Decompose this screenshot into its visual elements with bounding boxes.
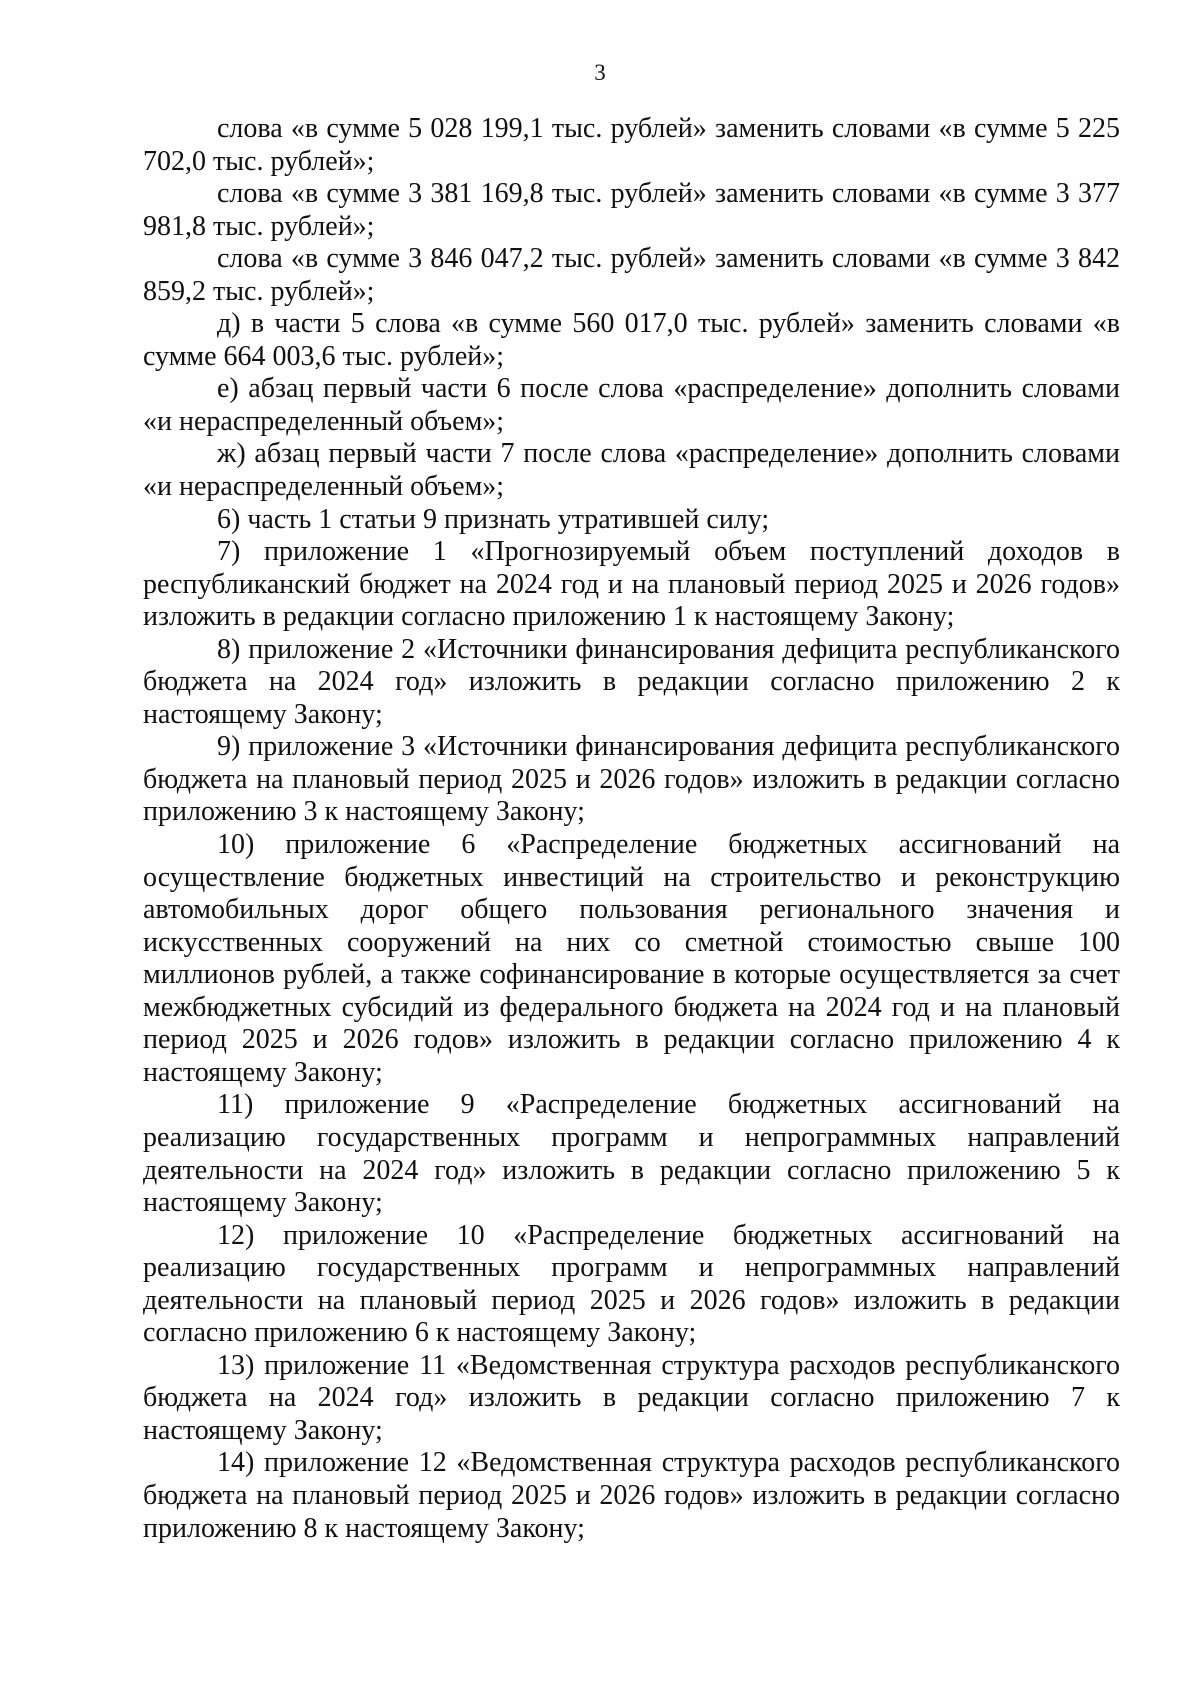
paragraph: 10) приложение 6 «Распределение бюджетных ассигнований на осуществление бюджетных инвестиций на строительство и реконструкцию автомобильных дорог общего пользования регионального значения и искусственных сооружений на них со сметной стоимостью свыше 100 миллионов рублей, а также софинансирование в которые осуществляется за счет межбюджетных субсидий из федерального бюджета на 2024 год и на плановый период 2025 и 2026 годов» изложить в редакции согласно приложению 4 к настоящему Закону; bbox=[143, 829, 1120, 1088]
document-body bbox=[143, 113, 1120, 1545]
paragraph: слова «в сумме 3 846 047,2 тыс. рублей» заменить словами «в сумме 3 842 859,2 тыс. рублей»; bbox=[143, 243, 1120, 307]
paragraph: 13) приложение 11 «Ведомственная структура расходов республиканского бюджета на 2024 год» изложить в редакции согласно приложению 7 к настоящему Закону; bbox=[143, 1349, 1120, 1446]
paragraph: 6) часть 1 статьи 9 признать утратившей силу; bbox=[217, 503, 770, 535]
paragraph: 11) приложение 9 «Распределение бюджетных ассигнований на реализацию государственных программ и непрограммных направлений деятельности на 2024 год» изложить в редакции согласно приложению 5 к настоящему Закону; bbox=[143, 1089, 1120, 1219]
paragraph: слова «в сумме 3 381 169,8 тыс. рублей» заменить словами «в сумме 3 377 981,8 тыс. рублей»; bbox=[143, 178, 1120, 242]
paragraph: слова «в сумме 5 028 199,1 тыс. рублей» заменить словами «в сумме 5 225 702,0 тыс. рублей»; bbox=[143, 113, 1120, 177]
paragraph: 12) приложение 10 «Распределение бюджетных ассигнований на реализацию государственных программ и непрограммных направлений деятельности на плановый период 2025 и 2026 годов» изложить в редакции согласно приложению 6 к настоящему Закону; bbox=[143, 1219, 1120, 1349]
paragraph: 9) приложение 3 «Источники финансирования дефицита республиканского бюджета на плановый период 2025 и 2026 годов» изложить в редакции согласно приложению 3 к настоящему Закону; bbox=[143, 731, 1120, 828]
paragraph: 8) приложение 2 «Источники финансирования дефицита республиканского бюджета на 2024 год» изложить в редакции согласно приложению 2 к настоящему Закону; bbox=[143, 633, 1120, 730]
paragraph: е) абзац первый части 6 после слова «распределение» дополнить словами «и нераспределенный объем»; bbox=[143, 373, 1120, 437]
paragraph: ж) абзац первый части 7 после слова «распределение» дополнить словами «и нераспределенный объем»; bbox=[143, 438, 1120, 503]
page-number: 3 bbox=[594, 60, 606, 85]
paragraph: 14) приложение 12 «Ведомственная структура расходов республиканского бюджета на плановый период 2025 и 2026 годов» изложить в редакции согласно приложению 8 к настоящему Закону; bbox=[143, 1447, 1120, 1544]
paragraph: 7) приложение 1 «Прогнозируемый объем поступлений доходов в республиканский бюджет на 2024 год и на плановый период 2025 и 2026 годов» изложить в редакции согласно приложению 1 к настоящему Закону; bbox=[143, 536, 1120, 633]
paragraph: д) в части 5 слова «в сумме 560 017,0 тыс. рублей» заменить словами «в сумме 664 003,6 тыс. рублей»; bbox=[143, 308, 1120, 372]
